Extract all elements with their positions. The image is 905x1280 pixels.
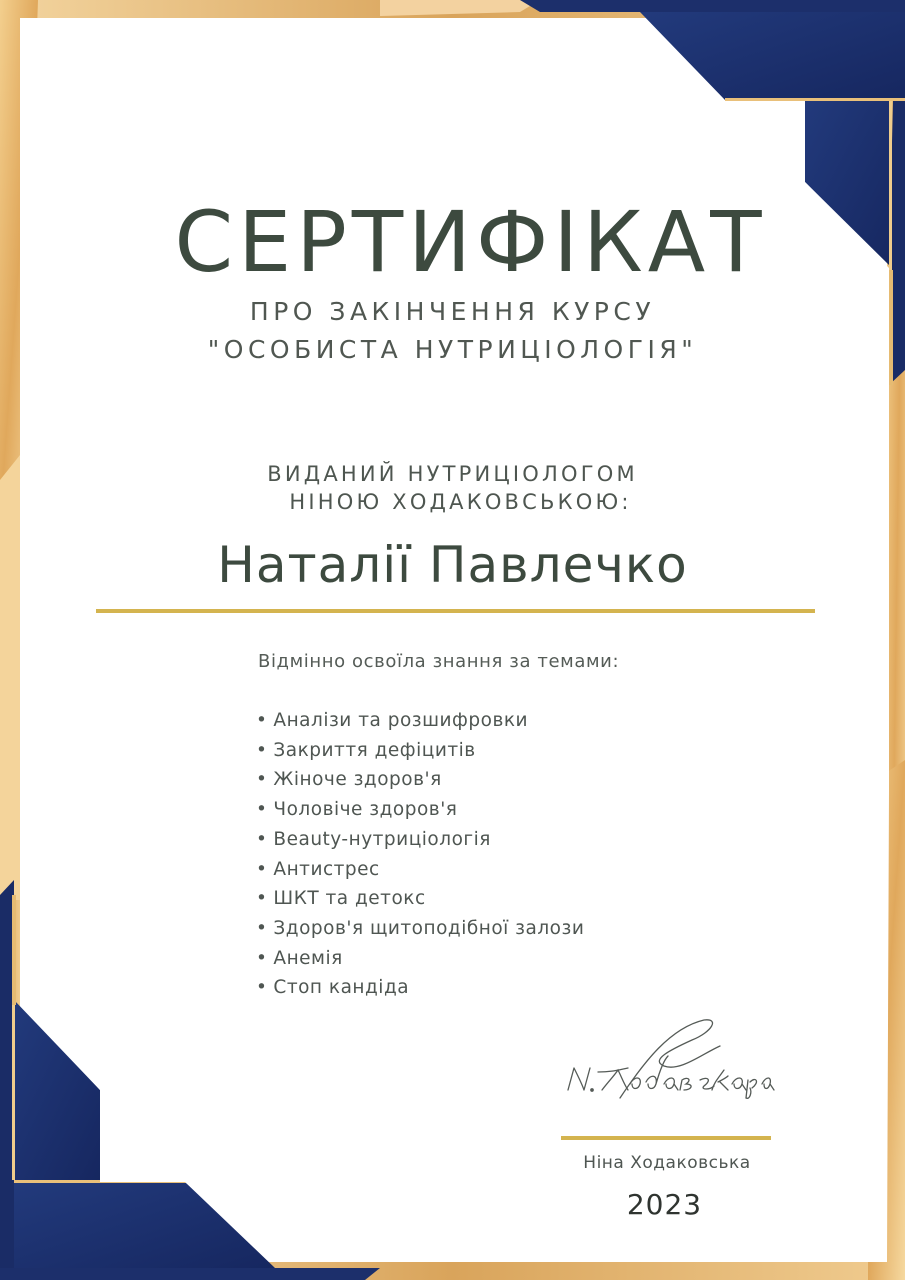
certificate-year: 2023	[626, 1188, 703, 1221]
course-subtitle-line2: "ОСОБИСТА НУТРИЦІОЛОГІЯ"	[207, 335, 698, 364]
signer-name: Ніна Ходаковська	[583, 1153, 751, 1173]
list-item: • Стоп кандіда	[256, 977, 410, 999]
issued-by-line2: НІНОЮ ХОДАКОВСЬКОЮ:	[289, 490, 632, 514]
list-item: • Beauty-нутриціологія	[256, 828, 491, 850]
list-item: • Жіноче здоров'я	[256, 769, 442, 791]
list-item: • ШКТ та детокс	[256, 888, 426, 910]
handwritten-signature	[552, 1010, 782, 1110]
list-item: • Антистрес	[256, 858, 380, 880]
recipient-name: Наталії Павлечко	[217, 536, 688, 594]
topics-list	[256, 706, 584, 1003]
list-item: • Анемія	[256, 947, 343, 969]
list-item: • Здоров'я щитоподібної залози	[256, 917, 585, 939]
topics-heading: Відмінно освоїла знання за темами:	[258, 651, 620, 672]
signature-line	[561, 1136, 771, 1140]
list-item: • Аналізи та розшифровки	[256, 710, 529, 731]
certificate-title: СЕРТИФІКАТ	[174, 193, 767, 291]
issued-by-line1: ВИДАНИЙ НУТРИЦІОЛОГОМ	[267, 462, 638, 486]
name-underline	[96, 609, 815, 613]
course-subtitle-line1: ПРО ЗАКІНЧЕННЯ КУРСУ	[249, 297, 656, 326]
list-item: • Чоловіче здоров'я	[256, 799, 458, 821]
list-item: • Закриття дефіцитів	[256, 739, 476, 761]
